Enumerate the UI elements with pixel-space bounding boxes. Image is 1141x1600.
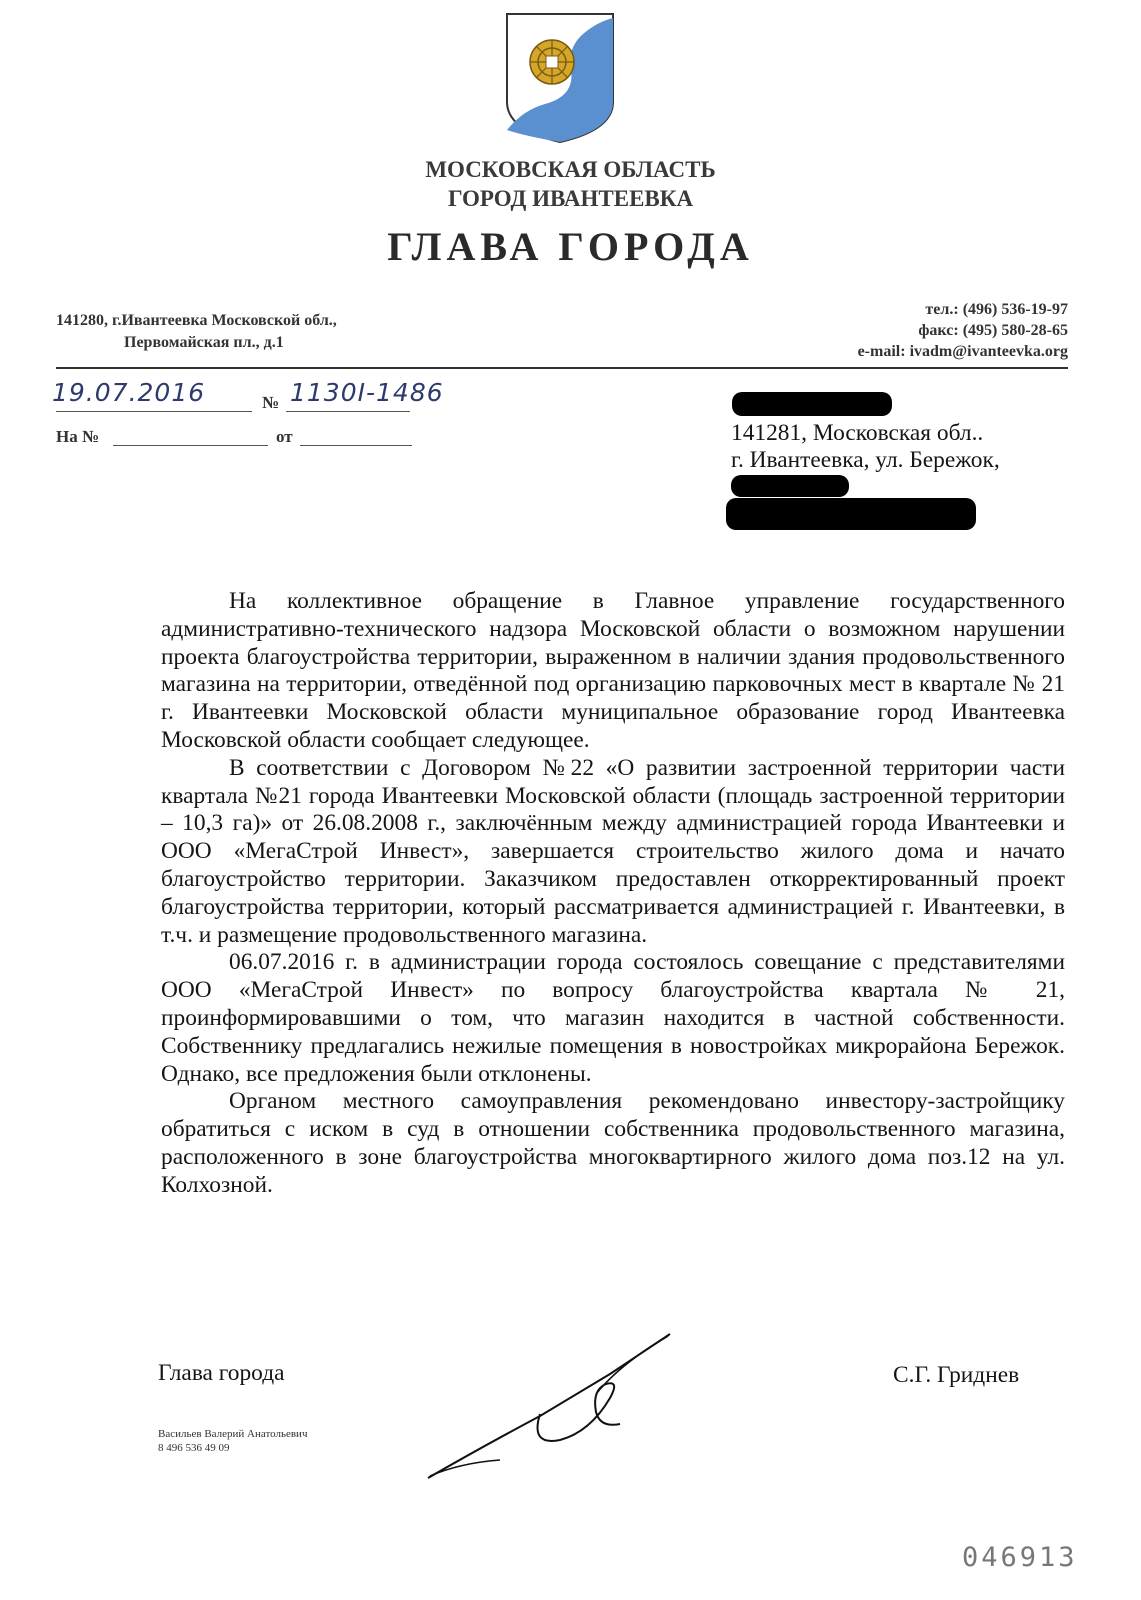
phone-value: (496) 536-19-97 [962, 301, 1068, 318]
city-title: ГОРОД ИВАНТЕЕВКА [447, 186, 694, 211]
signatory-name: С.Г. Гриднев [893, 1362, 1020, 1388]
redacted-house-number [731, 475, 849, 497]
email-line [858, 343, 1068, 361]
fax-line [918, 322, 1068, 340]
fax-value: (495) 580-28-65 [962, 322, 1068, 339]
body-paragraph: В соответствии с Договором №22 «О развитии застроенной территории части квартала №21 города Ивантеевки Московской области (площадь застроенной территории – 10,3 га)» от 26.08.2008 г., заключённым между администрацией города Ивантеевки и ООО «МегаСтрой Инвест», завершается строительство жилого дома и начато благоустройство территории. Заказчиком предоставлен откорректированный проект благоустройства территории, который рассматривается администрацией г. Ивантеевки, в т.ч. и размещение продовольственного магазина. [161, 754, 1065, 948]
header-divider [56, 367, 1068, 369]
reply-from-label: от [276, 427, 293, 446]
phone-line [925, 301, 1068, 319]
serial-number: 046913 [962, 1542, 1078, 1573]
email-value: ivadm@ivanteevka.org [909, 343, 1068, 360]
number-label: № [262, 393, 280, 412]
executor-phone: 8 496 536 49 09 [158, 1442, 230, 1454]
redacted-recipient-details [726, 498, 976, 530]
reply-date-underline [300, 444, 412, 446]
body-paragraph: На коллективное обращение в Главное управление государственного административно-технического надзора Московской области о возможном нарушении проекта благоустройства территории, выраженном в наличии здания продовольственного магазина на территории, отведённой под организацию парковочных мест в квартале № 21 г. Ивантеевки Московской области муниципальное образование город Ивантеевка Московской области сообщает следующее. [161, 588, 1065, 753]
outgoing-number: 1130I-1486 [290, 378, 444, 407]
recipient-address-line1: 141281, Московская обл.. [731, 420, 984, 446]
letter-body [161, 588, 1065, 1200]
document-title: ГЛАВА ГОРОДА [387, 224, 754, 269]
reply-to-label: На № [56, 427, 100, 446]
handwritten-signature [420, 1328, 680, 1488]
fax-label: факс: [918, 322, 959, 339]
sender-address-line1: 141280, г.Ивантеевка Московской обл., [56, 312, 337, 329]
sender-address-line2: Первомайская пл., д.1 [124, 334, 284, 351]
outgoing-date: 19.07.2016 [52, 378, 206, 407]
redacted-recipient-name [732, 392, 892, 416]
number-underline [286, 410, 410, 412]
email-label: e-mail: [857, 343, 906, 360]
coat-of-arms-emblem [505, 12, 615, 144]
date-underline [56, 410, 252, 412]
body-paragraph: 06.07.2016 г. в администрации города состоялось совещание с представителями ООО «МегаСтрой Инвест» по вопросу благоустройства квартала № 21, проинформировавшими о том, что магазин находится в частной собственности. Собственнику предлагались нежилые помещения в новостройках микрорайона Бережок. Однако, все предложения были отклонены. [161, 949, 1065, 1087]
recipient-address-line2: г. Ивантеевка, ул. Бережок, [731, 447, 1000, 473]
body-paragraph: Органом местного самоуправления рекомендовано инвестору-застройщику обратиться с иском в суд в отношении собственника продовольственного магазина, расположенного в зоне благоустройства многоквартирного жилого дома поз.12 на ул. Колхозной. [161, 1088, 1065, 1198]
region-title: МОСКОВСКАЯ ОБЛАСТЬ [425, 157, 716, 182]
phone-label: тел.: [925, 301, 959, 318]
executor-name: Васильев Валерий Анатольевич [158, 1428, 308, 1440]
signatory-position: Глава города [158, 1360, 285, 1386]
reply-number-underline [113, 444, 268, 446]
